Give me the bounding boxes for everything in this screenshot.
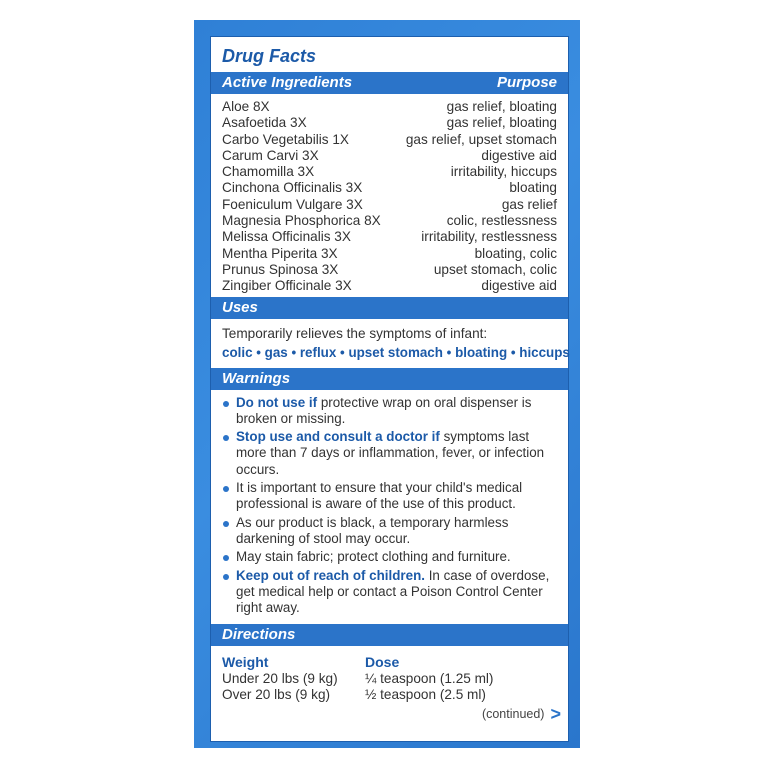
warnings-heading: Warnings: [222, 369, 291, 387]
ingredient-row: [222, 213, 557, 229]
ingredient-purpose: gas relief, upset stomach: [405, 131, 557, 147]
uses-text: Temporarily relieves the symptoms of infant:: [222, 325, 488, 341]
ingredient-purpose: gas relief, bloating: [446, 99, 557, 114]
warning-text: protective wrap on oral dispenser is broken or missing.: [236, 394, 532, 426]
ingredient-name: Foeniculum Vulgare 3X: [222, 196, 363, 212]
ingredient-name: Zingiber Officinale 3X: [222, 278, 352, 294]
warning-bold: Do not use if: [236, 394, 318, 410]
dosage-table: [222, 653, 557, 703]
dose-cell: ¼ teaspoon (1.25 ml): [365, 671, 494, 687]
drug-facts-title: Drug Facts: [222, 46, 317, 66]
warning-bold: Stop use and consult a doctor if: [236, 429, 440, 445]
ingredient-name: Carum Carvi 3X: [222, 147, 319, 163]
chevron-right-icon: >: [550, 704, 561, 724]
ingredient-name: Prunus Spinosa 3X: [222, 261, 339, 277]
weight-heading: Weight: [222, 654, 269, 671]
warning-item: [222, 549, 557, 565]
ingredient-name: Chamomilla 3X: [222, 164, 315, 180]
continued-text: (continued): [481, 707, 545, 721]
warning-bold: Keep out of reach of children.: [236, 567, 425, 583]
ingredients-list: [211, 94, 568, 297]
ingredient-row: [222, 197, 557, 213]
uses-heading: Uses: [222, 298, 258, 316]
ingredient-purpose: colic, restlessness: [446, 213, 557, 229]
ingredient-name: Magnesia Phosphorica 8X: [222, 213, 381, 229]
warning-item: [222, 429, 557, 478]
ingredient-row: [222, 164, 557, 180]
uses-header: [211, 297, 568, 319]
ingredient-row: [222, 262, 557, 278]
warnings-section: [211, 390, 568, 625]
warning-text: May stain fabric; protect clothing and furniture.: [236, 549, 511, 565]
ingredient-purpose: bloating: [509, 180, 557, 196]
ingredient-name: Asafoetida 3X: [222, 115, 307, 131]
ingredient-purpose: bloating, colic: [474, 245, 557, 261]
warning-text: In case of overdose, get medical help or contact a Poison Control Center right away.: [236, 567, 550, 616]
ingredient-row: [222, 229, 557, 245]
warning-item: [222, 480, 557, 513]
ingredient-purpose: digestive aid: [481, 147, 557, 163]
ingredient-row: [222, 180, 557, 196]
uses-section: [211, 319, 568, 368]
drug-facts-label: [210, 36, 569, 742]
warning-item: [222, 395, 557, 428]
ingredient-row: [222, 99, 557, 115]
warning-item: [222, 515, 557, 548]
warning-text: As our product is black, a temporary harmless darkening of stool may occur.: [236, 514, 509, 546]
weight-cell: Over 20 lbs (9 kg): [222, 687, 331, 703]
ingredient-name: Melissa Officinalis 3X: [222, 229, 351, 245]
ingredient-row: [222, 115, 557, 131]
active-ingredients-header: [211, 72, 568, 94]
warning-text: symptoms last more than 7 days or inflammation, fever, or infection occurs.: [236, 429, 545, 477]
ingredient-name: Aloe 8X: [222, 99, 270, 114]
dose-heading: Dose: [365, 654, 400, 671]
warning-item: [222, 568, 557, 617]
directions-heading: Directions: [222, 626, 296, 644]
warning-text: It is important to ensure that your child's medical professional is aware of the use of this product.: [236, 480, 523, 512]
ingredient-name: Carbo Vegetabilis 1X: [222, 131, 349, 147]
directions-section: [211, 646, 568, 703]
purpose-heading: Purpose: [496, 74, 557, 91]
active-ingredients-heading: Active Ingredients: [222, 74, 353, 91]
ingredient-purpose: gas relief: [501, 196, 557, 212]
directions-header: [211, 624, 568, 646]
ingredient-row: [222, 132, 557, 148]
ingredient-purpose: gas relief, bloating: [446, 115, 557, 131]
ingredient-name: Mentha Piperita 3X: [222, 245, 338, 261]
continued-note: [481, 704, 561, 724]
ingredient-purpose: upset stomach, colic: [433, 261, 557, 277]
dose-cell: ½ teaspoon (2.5 ml): [365, 687, 486, 703]
ingredient-row: [222, 246, 557, 262]
ingredient-name: Cinchona Officinalis 3X: [222, 180, 363, 196]
ingredient-row: [222, 148, 557, 164]
weight-cell: Under 20 lbs (9 kg): [222, 671, 338, 687]
ingredient-purpose: irritability, restlessness: [421, 229, 557, 245]
ingredient-purpose: digestive aid: [481, 278, 557, 294]
ingredient-row: [222, 278, 557, 294]
ingredient-purpose: irritability, hiccups: [450, 164, 557, 180]
uses-symptoms: colic • gas • reflux • upset stomach • bloating • hiccups: [222, 344, 570, 360]
warnings-header: [211, 368, 568, 390]
